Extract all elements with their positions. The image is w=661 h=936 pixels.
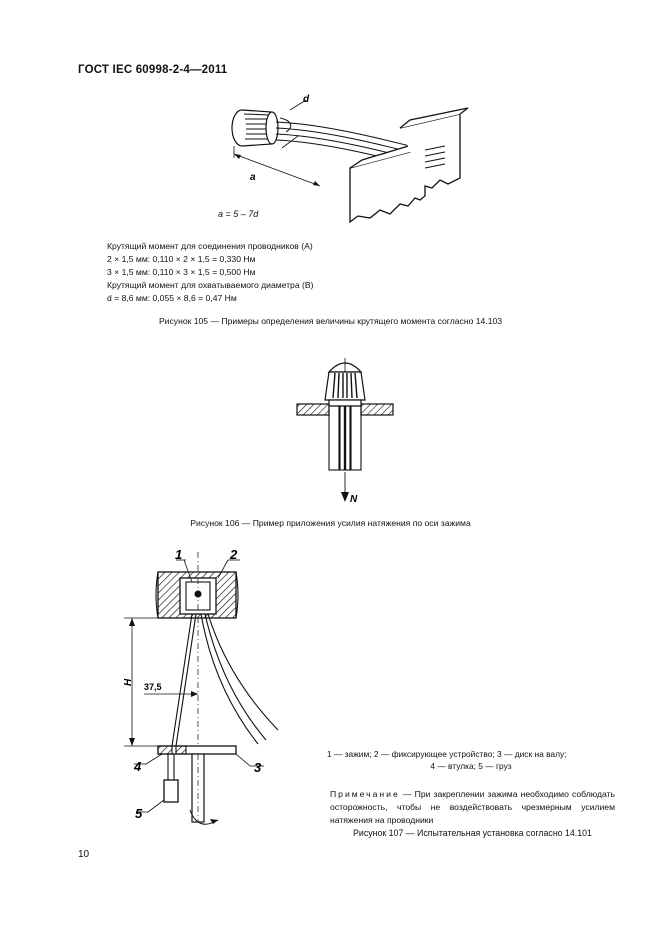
label-37-5: 37,5 <box>144 682 162 692</box>
figure-107-note <box>330 788 615 827</box>
label-n: N <box>350 494 358 505</box>
label-a: a <box>250 172 256 183</box>
label-h: H <box>123 678 134 686</box>
torque-line: d = 8,6 мм: 0,055 × 8,6 = 0,47 Нм <box>107 293 237 303</box>
torque-line: 2 × 1,5 мм: 0,110 × 2 × 1,5 = 0,330 Нм <box>107 254 256 264</box>
callout-1: 1 <box>175 547 183 562</box>
torque-text <box>107 240 313 305</box>
callout-2: 2 <box>230 547 238 562</box>
torque-line: 3 × 1,5 мм: 0,110 × 3 × 1,5 = 0,500 Нм <box>107 267 256 277</box>
legend-line: 4 — втулка; 5 — груз <box>430 761 512 771</box>
torque-line: Крутящий момент для охватываемого диаметра (В) <box>107 280 314 290</box>
figure-106-caption: Рисунок 106 — Пример приложения усилия натяжения по оси зажима <box>190 518 471 528</box>
figure-107-caption: Рисунок 107 — Испытательная установка согласно 14.101 <box>353 828 592 838</box>
page-number: 10 <box>78 849 90 860</box>
torque-line: Крутящий момент для соединения проводников (А) <box>107 241 313 251</box>
figure-106-drawing <box>295 352 405 504</box>
note-text: — При закреплении зажима необходимо соблюдать осторожность, чтобы не воздействовать чрезмерным усилием натяжения на проводники <box>330 789 616 825</box>
callout-3: 3 <box>254 760 262 775</box>
figure-107-legend <box>327 748 615 772</box>
callout-5: 5 <box>135 806 143 821</box>
formula-a: a = 5 – 7d <box>218 209 259 219</box>
label-d: d <box>303 94 310 105</box>
note-label: Примечание <box>330 789 400 799</box>
figure-107-drawing <box>118 548 318 838</box>
figure-105-caption: Рисунок 105 — Примеры определения величины крутящего момента согласно 14.103 <box>158 316 503 326</box>
document-header: ГОСТ IEC 60998-2-4—2011 <box>78 64 228 76</box>
callout-4: 4 <box>134 759 142 774</box>
legend-line: 1 — зажим; 2 — фиксирующее устройство; 3 — диск на валу; <box>327 749 567 759</box>
figure-105-drawing <box>220 88 470 228</box>
